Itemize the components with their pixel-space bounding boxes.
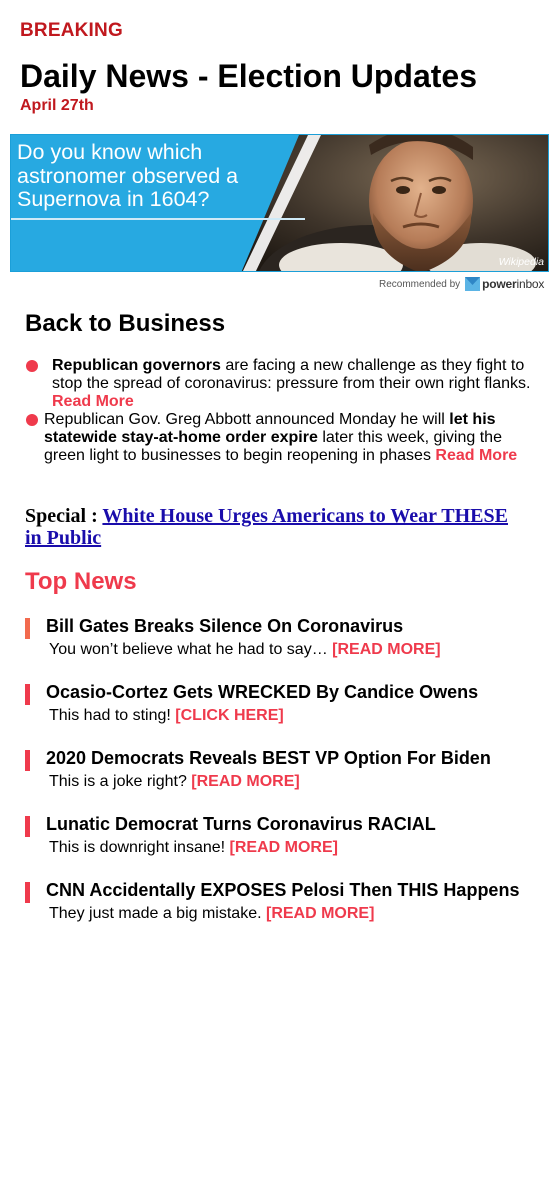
recommended-label: Recommended by — [379, 278, 461, 290]
news-teaser: This is a joke right? [READ MORE] — [49, 773, 300, 790]
bullet-dot-icon — [26, 414, 38, 426]
news-headline[interactable]: CNN Accidentally EXPOSES Pelosi Then THIS Happens — [46, 880, 520, 900]
top-news-heading: Top News — [25, 568, 137, 595]
news-accent-bar — [25, 882, 30, 903]
ad-divider — [11, 218, 305, 220]
news-item[interactable] — [25, 880, 545, 926]
news-accent-bar — [25, 750, 30, 771]
read-more-link[interactable]: Read More — [435, 447, 518, 464]
news-item[interactable] — [25, 748, 545, 794]
news-headline[interactable]: Bill Gates Breaks Silence On Coronavirus — [46, 616, 404, 636]
news-item[interactable] — [25, 682, 545, 728]
news-accent-bar — [25, 684, 30, 705]
powerinbox-logo-icon — [465, 277, 480, 291]
news-headline[interactable]: Ocasio-Cortez Gets WRECKED By Candice Owens — [46, 682, 479, 702]
powerinbox-brand: powerinbox — [482, 277, 545, 291]
news-cta-link[interactable]: [READ MORE] — [191, 773, 300, 790]
news-cta-link[interactable]: [READ MORE] — [265, 905, 375, 922]
section-heading: Back to Business — [25, 310, 226, 337]
news-cta-link[interactable]: [CLICK HERE] — [175, 707, 284, 724]
issue-date: April 27th — [20, 97, 94, 114]
recommended-by[interactable] — [379, 276, 547, 292]
news-teaser: This is downright insane! [READ MORE] — [49, 839, 338, 856]
ad-headline[interactable]: Do you know which astronomer observed a Supernova in 1604? — [17, 140, 239, 211]
special-link[interactable]: White House Urges Americans to Wear THESE in Public — [25, 505, 508, 549]
news-item[interactable] — [25, 814, 545, 860]
special-label: Special : — [25, 505, 103, 527]
breaking-label: BREAKING — [20, 20, 123, 41]
news-accent-bar — [25, 816, 30, 837]
sponsored-ad-banner[interactable] — [10, 134, 549, 272]
news-headline[interactable]: Lunatic Democrat Turns Coronavirus RACIAL — [46, 814, 436, 834]
read-more-link[interactable]: Read More — [52, 393, 134, 410]
news-item[interactable] — [25, 616, 545, 662]
bullet-dot-icon — [26, 360, 38, 372]
news-teaser: You won’t believe what he had to say… [READ MORE] — [49, 641, 441, 658]
news-teaser: They just made a big mistake. [READ MORE] — [49, 905, 375, 922]
news-accent-bar — [25, 618, 30, 639]
page-title: Daily News - Election Updates — [20, 58, 478, 94]
news-headline[interactable]: 2020 Democrats Reveals BEST VP Option For Biden — [46, 748, 491, 768]
ad-image-credit: Wikipedia — [498, 256, 544, 268]
bullet-item: Republican Gov. Greg Abbott announced Monday he will let his statewide stay-at-home order expire later this week, giving the green light to businesses to begin reopening in phases Read More — [44, 411, 534, 465]
special-feature — [25, 505, 525, 549]
news-teaser: This had to sting! [CLICK HERE] — [49, 707, 284, 724]
bullet-item: Republican governors are facing a new challenge as they fight to stop the spread of coronavirus: pressure from their own right flanks. Read More — [52, 357, 532, 411]
news-cta-link[interactable]: [READ MORE] — [332, 641, 441, 658]
news-cta-link[interactable]: [READ MORE] — [229, 839, 338, 856]
